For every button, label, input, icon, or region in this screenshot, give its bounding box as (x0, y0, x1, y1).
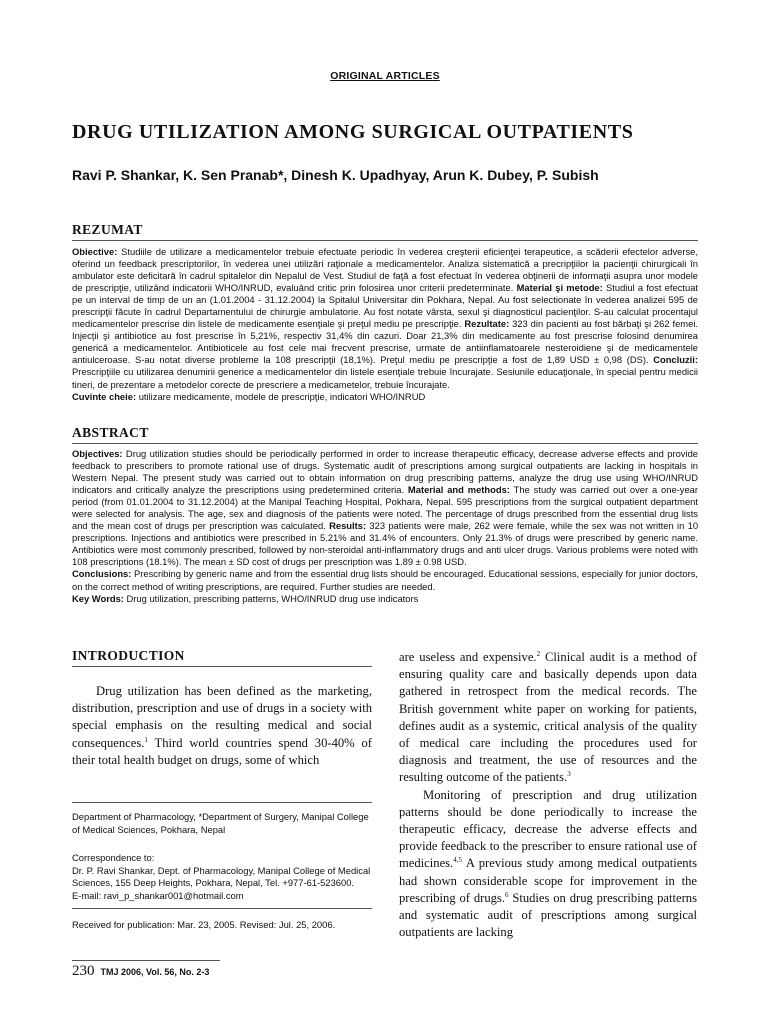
introduction-left-column (72, 683, 372, 769)
abstract-results-text: 323 patients were male, 262 were female, while the sex was not written in 10 prescriptions. Injections and antibiotics were prescribed in 5.21% and 31.4% of encounters. Only 21.3% of drugs were prescribed by generic name. Antibiotics were most commonly prescribed, followed by non-steroidal anti-inflammatory drugs and anti ulcer drugs. Various problems were noted with 108 prescriptions (18.1%). The mean ± SD cost of drugs per prescription was 1.89 ± 0.98 USD. (72, 520, 699, 568)
received-note: Received for publication: Mar. 23, 2005. Revised: Jul. 25, 2006. (72, 919, 336, 930)
rezumat-body (72, 246, 698, 403)
footer-rule (72, 960, 220, 961)
introduction-heading: INTRODUCTION (72, 648, 185, 663)
page-number: 230 (72, 963, 95, 979)
footnote-rule-bottom (72, 908, 372, 909)
abstract-results-label: Results: (329, 520, 367, 532)
affiliation-note: Department of Pharmacology, *Department of Surgery, Manipal College of Medical Sciences, Pokhara, Nepal (72, 811, 369, 835)
abstract-keywords-text: Drug utilization, prescribing patterns, WHO/INRUD drug use indicators (126, 592, 419, 604)
introduction-right-column (399, 649, 697, 941)
abstract-objectives-label: Objectives: (72, 448, 123, 459)
section-label: ORIGINAL ARTICLES (330, 70, 440, 82)
abstract-objectives-text: Drug utilization studies should be periodically performed in order to increase therapeutic efficacy, decrease adverse effects and provide feedback to prescribers to promote rational use of drugs. Systematic audit of prescriptions among surgical outpatients are lacking in hospitals in Western Nepal. The present study was carried out to obtain information on drug prescribing patterns, analyze the drug use using WHO/INRUD indicators and critically analyze the prescriptions using predetermined criteria. (72, 448, 698, 496)
abstract-methods-text: The study was carried out over a one-year period (from 01.01.2004 to 31.12.2004) at the Manipal Teaching Hospital, Pokhara, Nepal. 595 prescriptions from the surgical outpatient department were selected for analysis. The age, sex and diagnosis of the patients were noted. The percentage of drugs prescribed from the essential drug lists and the mean cost of drugs per prescription was calculated. (72, 484, 699, 532)
rezumat-results-label: Rezultate: (464, 318, 510, 330)
rezumat-keywords-label: Cuvinte cheie: (72, 390, 137, 402)
correspondence-address: Dr. P. Ravi Shankar, Dept. of Pharmacology, Manipal College of Medical Sciences, 155 Deep Heights, Pokhara, Nepal, Tel. +977-61-523600. (72, 864, 371, 889)
introduction-rule (72, 666, 372, 667)
abstract-keywords-label: Key Words: (72, 592, 124, 604)
rezumat-keywords-text: utilizare medicamente, modele de prescripţie, indicatori WHO/INRUD (138, 390, 426, 402)
rezumat-conclusions-text: Prescripţiile cu utilizarea denumirii generice a medicamentelor din listele esenţiale trebuie încurajate. Sesiunile educaţionale, în special pentru medicii tineri, de prezentare a metodelor corecte de prescriere a medicametelor, trebuie încurajate. (72, 366, 698, 390)
journal-reference: TMJ 2006, Vol. 56, No. 2-3 (100, 967, 210, 977)
abstract-heading: ABSTRACT (72, 425, 149, 440)
article-title: DRUG UTILIZATION AMONG SURGICAL OUTPATIENTS (72, 121, 634, 143)
correspondence-email: E-mail: ravi_p_shankar001@hotmail.com (72, 889, 244, 901)
abstract-methods-label: Material and methods: (407, 484, 510, 496)
footnote-rule-top (72, 802, 372, 803)
abstract-rule (72, 443, 698, 444)
correspondence-label: Correspondence to: (72, 852, 155, 863)
intro-paragraph-2: are useless and expensive.$^2$ Clinical audit is a method of ensuring quality care and basically depends upon data gathered in retrospect from the medical records. The British government white paper on working for patients, defines audit as a systemic, critical analysis of the quality of medical care including the procedures used for diagnosis and treatment, the use of resources and the resulting outcome of the patients.$^3$ (399, 649, 698, 785)
abstract-body (72, 448, 698, 605)
rezumat-methods-label: Material şi metode: (516, 282, 603, 294)
rezumat-objective-text: Studiile de utilizare a medicamentelor trebuie efectuate periodic în vederea creşterii eficienţei terapeutice, a scăderii efectelor adverse, oferind un feedback prescriptorilor, în vederea unei utilizări raţionale a medicamentelor. Analiza sistematică a precripţiilor la pacienţii chirurgicali în ambulator este deficitară în cadrul spitalelor din Nepalul de Vest. Studiul de faţă a fost efectuat în vederea obţinerii de informaţii asupra unor modele de prescripţie, utilizând indicatorii WHO/INRUD, evaluând critic prin folosirea unor criterii predeterminate. (72, 246, 698, 294)
intro-paragraph-3: Monitoring of prescription and drug utilization patterns should be done periodically to increase the therapeutic efficacy, decrease the adverse effects and provide feedback to the prescriber to ensure rational use of medicines.$^{4,5}$ A previous study among medical outpatients had shown considerable scope for improvement in the prescribing of drugs.$^6$ Studies on drug prescribing patterns and systematic audit of prescriptions among surgical outpatients are lacking (399, 787, 698, 940)
abstract-conclusions-text: Prescribing by generic name and from the essential drug lists should be encouraged. Educational sessions, especially for junior doctors, on the correct method of writing prescriptions, are required. Further studies are needed. (72, 568, 698, 592)
author-list: Ravi P. Shankar, K. Sen Pranab*, Dinesh K. Upadhyay, Arun K. Dubey, P. Subish (72, 167, 599, 183)
rezumat-objective-label: Obiective: (72, 246, 118, 257)
rezumat-conclusions-label: Concluzii: (653, 354, 698, 366)
rezumat-rule (72, 240, 698, 241)
rezumat-results-text: 323 din pacienti au fost bărbaţi şi 262 femei. Injecţii şi antibiotice au fost prescrise în 5,21%, respectiv 31,4% din cazuri. Doar 21,3% din medicamente au fost prescrise folosind denumirea generică a medicamentelor. Antibioticele au fost cele mai frecvent prescrise, urmate de antiinflamatoarele nesteroidiene şi de medicamentele antiulceroase. S-au notat diverse probleme la 108 prescripţii (18,1%). Preţul mediu pe prescripţie a fost de 1,89 USD ± 0,98 (DS). (72, 318, 699, 366)
abstract-conclusions-label: Conclusions: (72, 568, 132, 580)
rezumat-methods-text: Studiul a fost efectuat pe un interval de timp de un an (1.01.2004 - 31.12.2004) la Spitalul Universitar din Pokhara, Nepal. Au fost selectionate în vederea analizei 595 de prescripţii făcute în cadrul Departamentului de chirurgie ambulatorie. Au fost notate vârsta, sexul şi diagnosticul pacienţilor. S-au calculat procentajul medicamentelor prescrise din listele de medicamente esenţiale şi preţul mediu pe prescripţie. (72, 282, 699, 330)
page-footer (72, 962, 209, 980)
correspondence-note (72, 852, 372, 902)
rezumat-heading: REZUMAT (72, 222, 143, 237)
intro-paragraph-1: Drug utilization has been defined as the marketing, distribution, prescription and use of drugs in a society with special emphasis on the resulting medical and social consequences.$^1$ Third world countries spend 30-40% of their total health budget on drugs, some of which (72, 684, 372, 767)
